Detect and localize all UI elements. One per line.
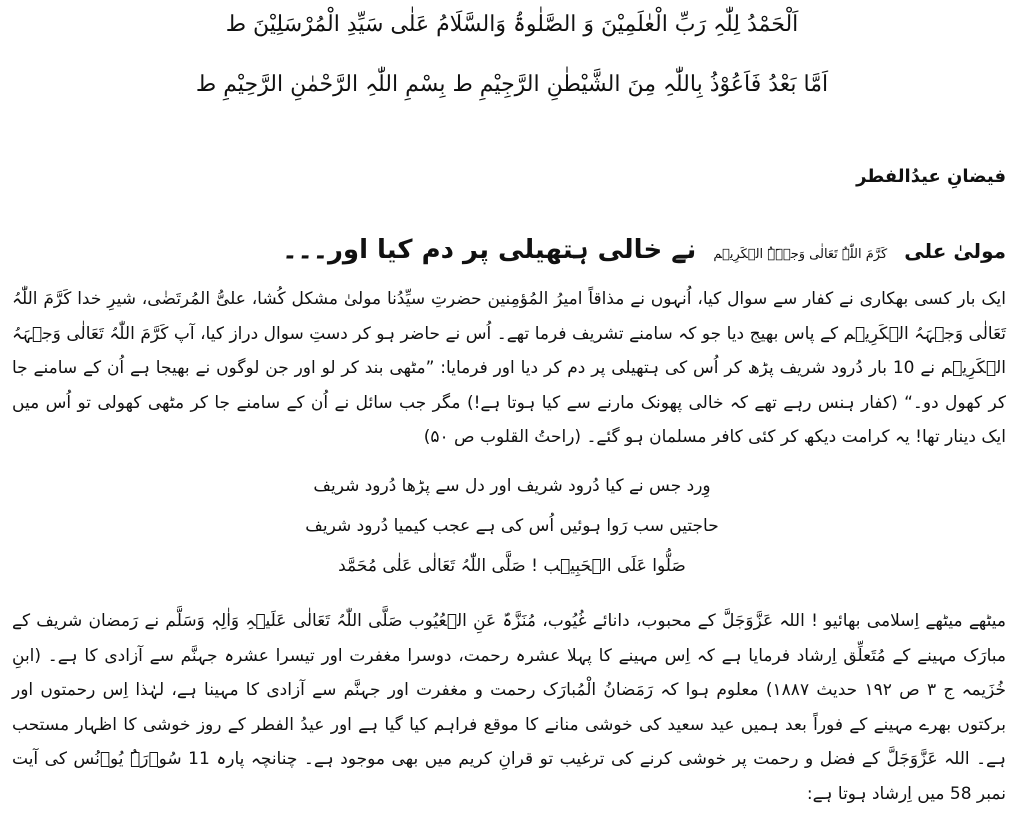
section-title: فیضانِ عیدُالفطر [856,166,1006,187]
verses-block [0,466,1024,586]
headline-main: نے خالی ہتھیلی پر دم کیا اور۔۔۔ [282,235,697,265]
story-text: ایک بار کسی بھکاری نے کفار سے سوال کیا، اُنہوں نے مذاقاً امیرُ المُؤمِنین حضرتِ سیِّدُنا مولیٰ مشکل کُشا، علیُّ المُرتَضٰی، شیرِ خدا کَرَّمَ اللّٰہُ تَعَالٰی وَجۡہَہُ الۡکَرِیۡم کے پاس بھیج دیا جو کہ سامنے تشریف فرما تھے۔ اُس نے حاضر ہو کر دستِ سوال دراز کیا، آپ کَرَّمَ اللّٰہُ تَعَالٰی وَجۡہَہُ الۡکَرِیۡم نے 10 بار دُرود شریف پڑھ کر اُس کی ہتھیلی پر دم کر دیا اور فرمایا: ”مٹھی بند کر لو اور جن لوگوں نے بھیجا ہے اُن کے سامنے جا کر کھول دو۔“ (کفار ہنس رہے تھے کہ خالی پھونک مارنے سے کیا ہوتا ہے!) مگر جب سائل نے اُن کے سامنے جا کر مٹھی کھولی تو اُس میں ایک دینار تھا! یہ کرامت دیکھ کر کئی کافر مسلمان ہو گئے۔ [12,289,1006,447]
verse-line-2: حاجتیں سب رَوا ہوئیں اُس کی ہے عجب کیمیا دُرود شریف [305,516,719,536]
story-reference: (راحتُ القلوب ص ۵۰) [423,427,582,447]
story-paragraph [12,282,1006,455]
invocation-line-2: اَمَّا بَعْدُ فَاَعُوْذُ بِاللّٰہِ مِنَ الشَّیْطٰنِ الرَّجِیْمِ ط بِسْمِ اللّٰہِ الرَّحْمٰنِ الرَّحِیْمِ ط [195,72,829,97]
invocation-line-1: اَلْحَمْدُ لِلّٰہِ رَبِّ الْعٰلَمِیْنَ وَ الصَّلٰوۃُ وَالسَّلَامُ عَلٰی سَیِّدِ الْمُرْسَلِیْنَ ط [225,12,799,37]
headline-honorific: کَرَّمَ اللّٰہُ تَعَالٰی وَجۡہَہُ الۡکَرِیۡم [713,247,888,262]
verse-line-3: صَلُّوا عَلَی الۡحَبِیۡب ! صَلَّی اللّٰہُ تَعَالٰی عَلٰی مُحَمَّد [338,556,686,576]
story-headline [282,228,1006,266]
verse-line-1: وِرد جس نے کیا دُرود شریف اور دل سے پڑھا دُرود شریف [313,476,711,496]
eid-paragraph: میٹھے میٹھے اِسلامی بھائیو ! اللہ عَزَّوَجَلَّ کے محبوب، دانائے غُیُوب، مُنَزَّہٌ عَنِ الۡعُیُوب صَلَّی اللّٰہُ تَعَالٰی عَلَیۡہِ وَاٰلِہٖ وَسَلَّم نے رَمضان شریف کے مبارَک مہینے کے مُتَعلِّق اِرشاد فرمایا ہے کہ اِس مہینے کا پہلا عشرہ رحمت، دوسرا مغفرت اور تیسرا عشرہ جہنَّم سے آزادی کا ہے۔ (ابنِ خُزَیمہ ج ۳ ص ۱۹۲ حدیث ۱۸۸۷) معلوم ہوا کہ رَمَضانُ الْمُبارَک رحمت و مغفرت اور جہنَّم سے آزادی کا مہینا ہے، لہٰذا اِس رحمتوں اور برکتوں بھرے مہینے کے فوراً بعد ہمیں عید سعید کی خوشی منانے کا موقع فراہم کیا گیا ہے اور عیدُ الفطر کے روز خوشی کا اظہار مستحب ہے۔ اللہ عَزَّوَجَلَّ کے فضل و رحمت پر خوشی کرنے کی ترغیب تو قرانِ کریم میں بھی موجود ہے۔ چنانچہ پارہ 11 سُوۡرَۃُ یُوۡنُس کی آیت نمبر 58 میں اِرشاد ہوتا ہے: [12,611,1006,804]
headline-name: مولیٰ علی [904,239,1006,263]
